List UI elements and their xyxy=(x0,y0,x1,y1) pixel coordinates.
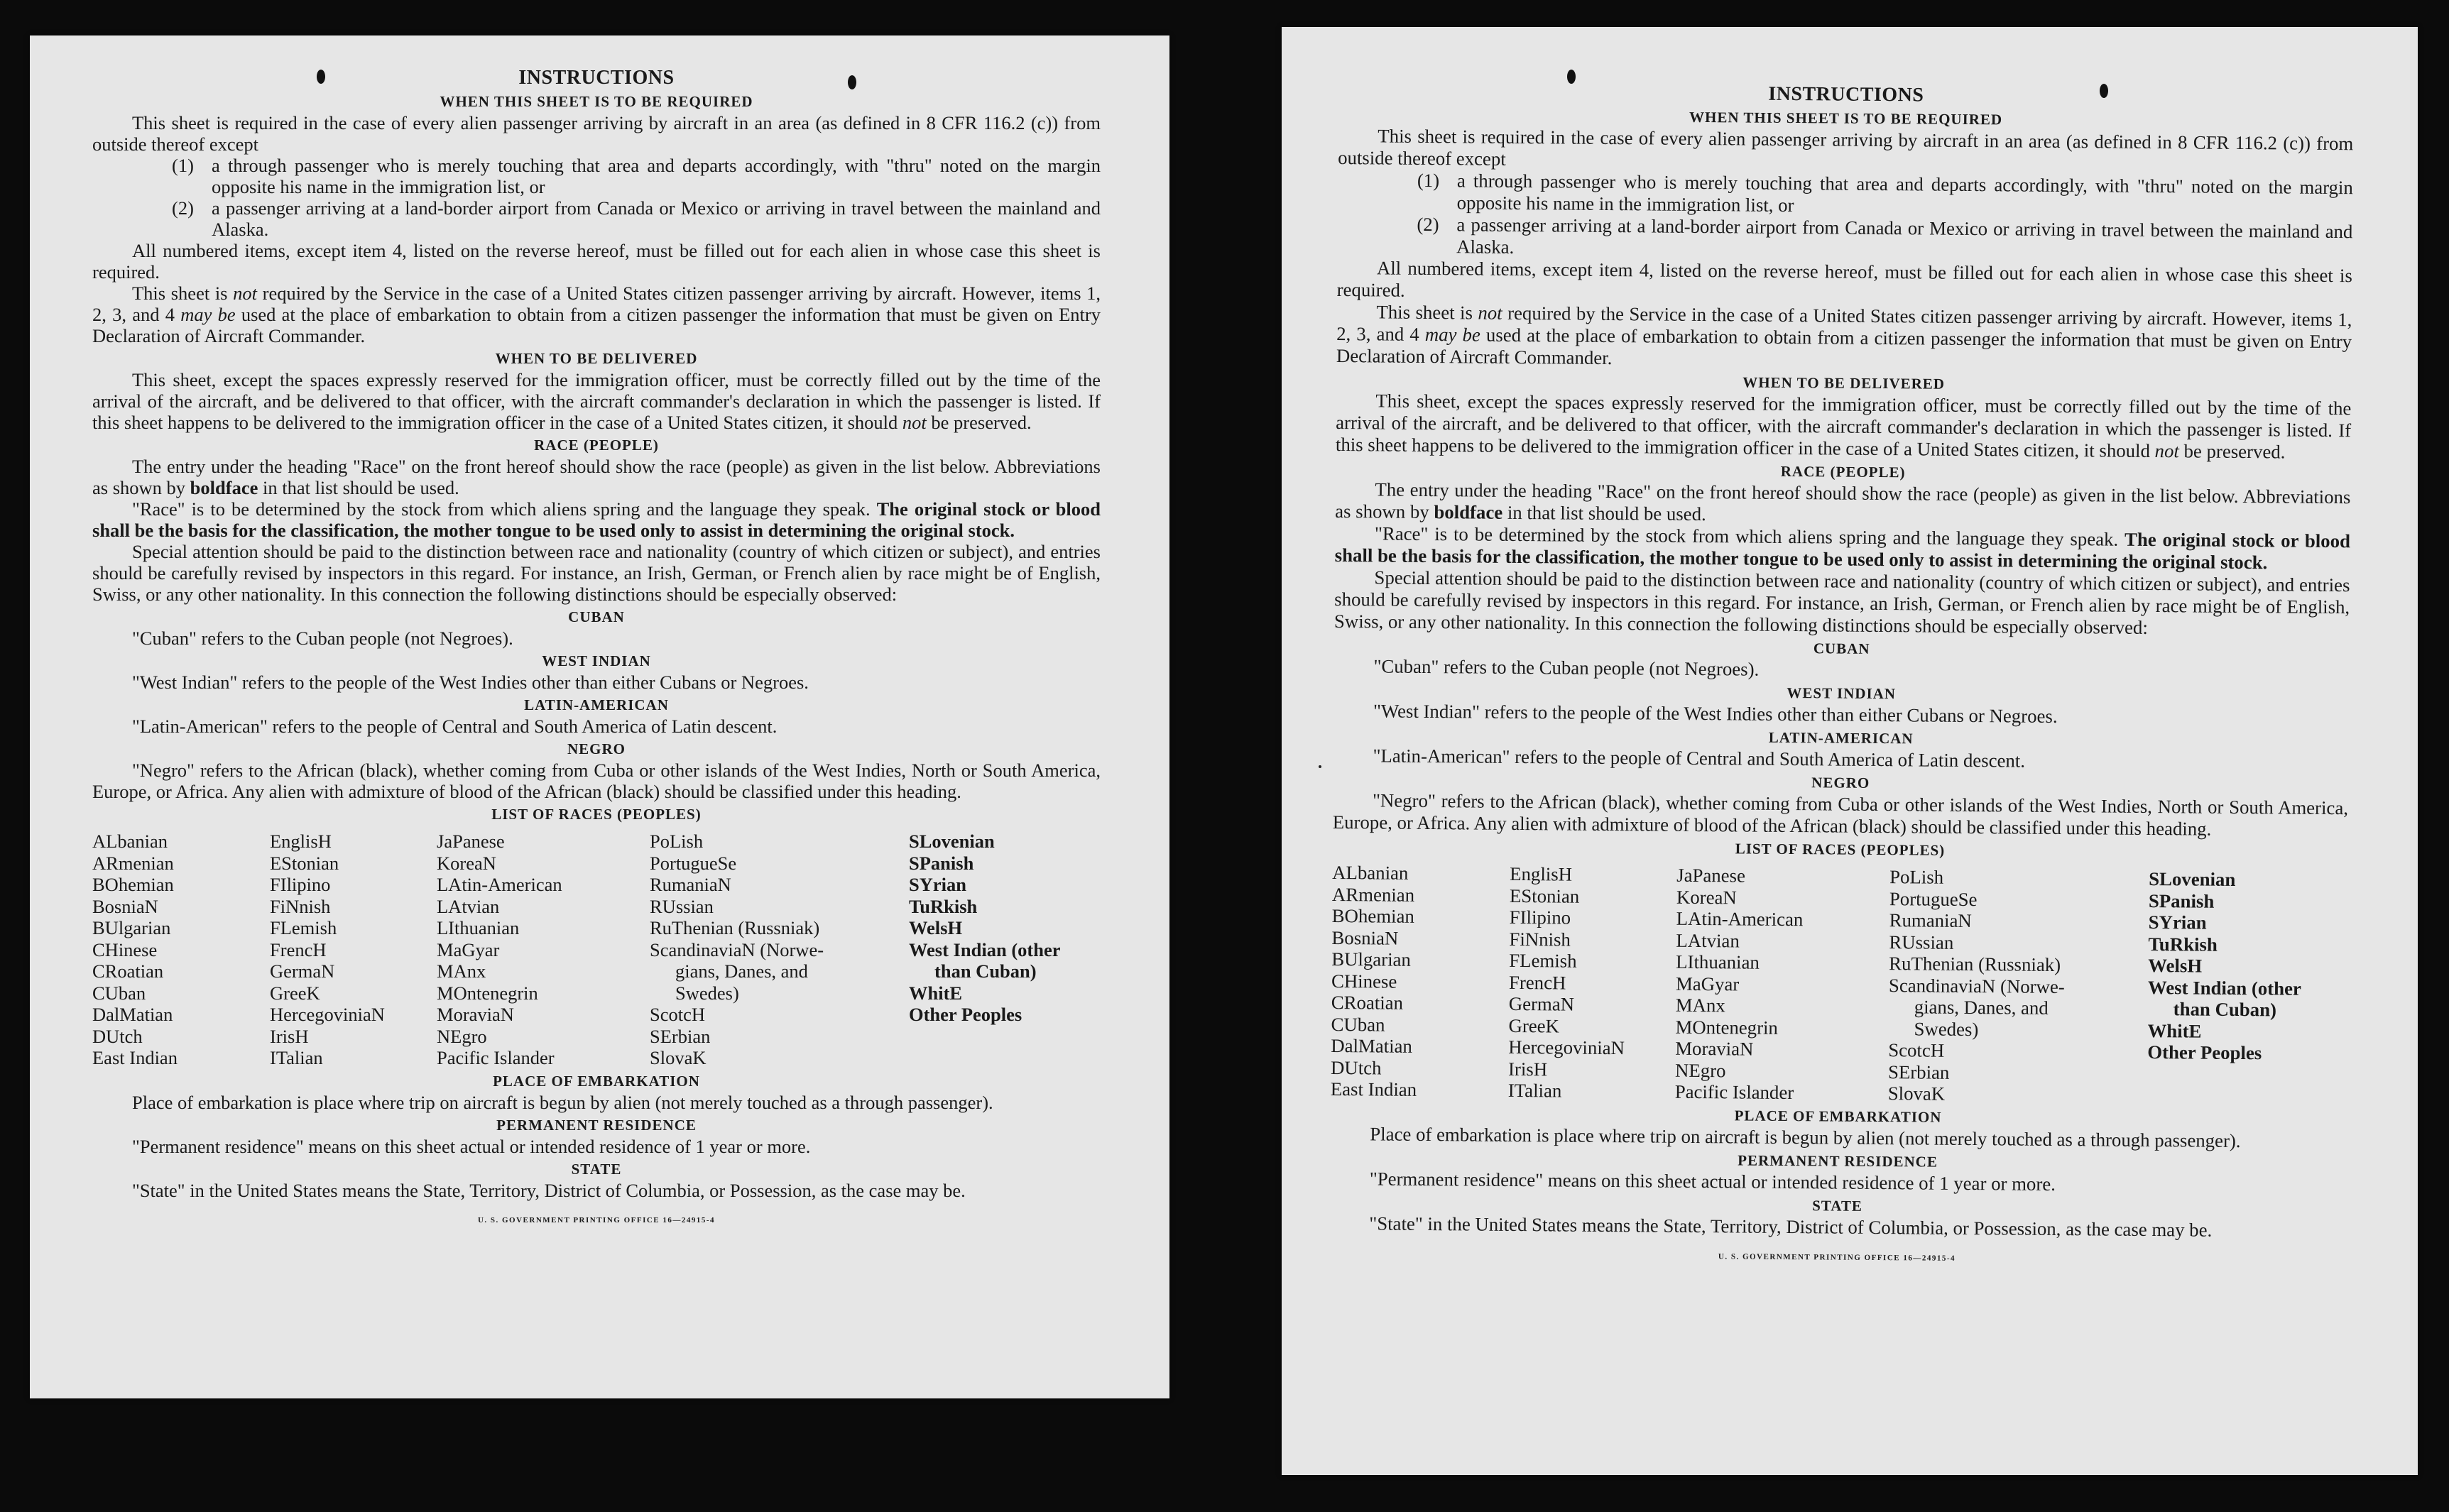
race-entry: EStonian xyxy=(270,852,339,874)
races-column xyxy=(1888,866,2149,1106)
race-entry: FLemish xyxy=(1509,949,1577,972)
race-entry: Other Peoples xyxy=(2147,1041,2262,1064)
race-entry: HercegoviniaN xyxy=(270,1004,385,1025)
race-entry: GreeK xyxy=(270,982,320,1004)
race-entry: ScotcH xyxy=(650,1004,706,1025)
instructions-text xyxy=(92,67,1101,1231)
race-entry: CUban xyxy=(1331,1013,1385,1036)
race-entry: LAtin-American xyxy=(1676,907,1804,931)
race-entry: ARmenian xyxy=(1331,883,1415,906)
paragraph-cuban: "Cuban" refers to the Cuban people (not Negroes). xyxy=(132,628,513,649)
heading-latin-american: LATIN-AMERICAN xyxy=(524,696,669,713)
race-entry: WelsH xyxy=(909,917,963,938)
heading-negro: NEGRO xyxy=(567,740,626,757)
heading-west-indian: WEST INDIAN xyxy=(542,652,651,669)
heading-permanent-residence: PERMANENT RESIDENCE xyxy=(496,1116,697,1134)
races-column xyxy=(1675,865,1890,1105)
race-entry: ScandinaviaN (Norwe- xyxy=(1888,974,2065,997)
race-entry: BOhemian xyxy=(92,874,174,895)
race-entry: RumaniaN xyxy=(1889,909,1972,932)
race-entry: FIlipino xyxy=(1509,906,1571,928)
item-number: (2) xyxy=(1417,213,1439,236)
race-entry: SLovenian xyxy=(909,831,995,852)
heading-place-of-embarkation: PLACE OF EMBARKATION xyxy=(1734,1106,1942,1126)
heading-cuban: CUBAN xyxy=(1813,640,1870,657)
heading-west-indian: WEST INDIAN xyxy=(1787,684,1897,703)
race-entry: SYrian xyxy=(909,874,966,895)
paragraph-west-indian: "West Indian" refers to the people of the West Indies other than either Cubans or Negroes. xyxy=(1373,700,2058,727)
race-entry: Pacific Islander xyxy=(1674,1080,1794,1104)
race-entry: LAtvian xyxy=(1676,929,1740,951)
item-text: a passenger arriving at a land-border airport from Canada or Mexico or arriving in travel between the mainland and Alaska. xyxy=(212,197,1101,240)
races-column xyxy=(270,831,437,1069)
race-entry: FiNnish xyxy=(270,895,331,917)
race-entry: RuThenian (Russniak) xyxy=(1889,953,2061,976)
race-entry: SlovaK xyxy=(650,1047,707,1068)
race-entry: ScandinaviaN (Norwe- xyxy=(650,938,824,960)
race-entry: HercegoviniaN xyxy=(1508,1036,1625,1059)
page-title: INSTRUCTIONS xyxy=(1768,82,1924,106)
item-text: a passenger arriving at a land-border airport from Canada or Mexico or arriving in travel between the mainland and Alaska. xyxy=(1456,214,2353,258)
left-document-page xyxy=(30,35,1169,1398)
race-entry: BosniaN xyxy=(1331,926,1399,949)
race-entry: IrisH xyxy=(270,1025,309,1047)
heading-when-required: WHEN THIS SHEET IS TO BE REQUIRED xyxy=(440,93,753,110)
paragraph-negro: "Negro" refers to the African (black), whether coming from Cuba or other islands of the West Indies, North or South America, Europe, or Africa. Any alien with admixture of blood of the African (black) should be classified under this heading. xyxy=(1332,789,2349,840)
race-entry: JaPanese xyxy=(437,831,505,852)
race-entry: PoLish xyxy=(650,831,704,852)
paragraph-not-required: This sheet is not required by the Service in the case of a United States citizen passenger arriving by aircraft. However, items 1, 2, 3, and 4 may be used at the place of embarkation to obtain from a citizen passenger the information that must be given on Entry Declaration of Aircraft Commander. xyxy=(1336,301,2352,369)
heading-permanent-residence: PERMANENT RESIDENCE xyxy=(1738,1151,1938,1171)
race-entry: ARmenian xyxy=(92,852,174,874)
paragraph-race-3: Special attention should be paid to the distinction between race and nationality (country of which citizen or subject), and entries should be carefully revised by inspectors in this regard. For instance, an Irish, German, or French alien by race might be of English, Swiss, or any other nationality. In this connection the following distinctions should be especially observed: xyxy=(1333,566,2350,638)
paragraph-latin-american: "Latin-American" refers to the people of Central and South America of Latin descent. xyxy=(132,716,778,737)
printing-office-footer: U. S. GOVERNMENT PRINTING OFFICE 16—24915-4 xyxy=(1718,1251,1956,1263)
paragraph-latin-american: "Latin-American" refers to the people of Central and South America of Latin descent. xyxy=(1373,745,2026,772)
race-entry: TuRkish xyxy=(2148,933,2218,955)
paragraph-cuban: "Cuban" refers to the Cuban people (not Negroes). xyxy=(1373,655,1760,680)
race-entry: WhitE xyxy=(909,982,963,1004)
races-column xyxy=(650,831,909,1069)
race-entry: IrisH xyxy=(1507,1058,1548,1080)
race-entry: gians, Danes, and xyxy=(675,960,808,982)
race-entry: ScotcH xyxy=(1888,1039,1945,1061)
page-title: INSTRUCTIONS xyxy=(518,67,675,89)
race-entry: CHinese xyxy=(92,938,158,960)
race-entry: LAtvian xyxy=(437,895,500,917)
race-entry: MoraviaN xyxy=(1675,1037,1754,1060)
race-entry: MOntenegrin xyxy=(1675,1016,1779,1039)
race-entry: RuThenian (Russniak) xyxy=(650,917,820,938)
race-entry: SLovenian xyxy=(2149,867,2236,890)
race-entry: ITalian xyxy=(1507,1079,1562,1102)
heading-negro: NEGRO xyxy=(1811,774,1870,791)
exception-item-1 xyxy=(92,155,1101,197)
race-entry: RUssian xyxy=(1889,931,1954,953)
race-entry: TuRkish xyxy=(909,895,978,917)
heading-state: STATE xyxy=(1812,1196,1863,1215)
race-entry: GreeK xyxy=(1508,1014,1560,1036)
race-entry: NEgro xyxy=(1674,1059,1726,1081)
paragraph-embarkation: Place of embarkation is place where trip on aircraft is begun by alien (not merely touched as a through passenger). xyxy=(132,1091,993,1113)
speck-mark xyxy=(1319,765,1321,768)
race-entry: RUssian xyxy=(650,895,714,917)
race-entry: MoraviaN xyxy=(437,1004,514,1025)
race-entry: ITalian xyxy=(270,1047,323,1068)
race-entry: MOntenegrin xyxy=(437,982,538,1004)
right-document-page xyxy=(1282,27,2418,1475)
race-entry: GermaN xyxy=(270,960,335,982)
race-entry: BUlgarian xyxy=(92,917,171,938)
race-entry: SlovaK xyxy=(1887,1083,1946,1105)
instructions-text xyxy=(1329,80,2354,1273)
race-entry: PortugueSe xyxy=(650,852,737,874)
races-column xyxy=(437,831,650,1069)
races-column xyxy=(2147,868,2334,1108)
race-entry: SPanish xyxy=(2148,889,2215,912)
race-entry: CHinese xyxy=(1331,970,1397,992)
race-entry: KoreaN xyxy=(1676,886,1737,908)
exception-item-1 xyxy=(1338,169,2353,221)
race-entry: Pacific Islander xyxy=(437,1047,555,1068)
paragraph-state: "State" in the United States means the State, Territory, District of Columbia, or Possession, as the case may be. xyxy=(1369,1212,2213,1241)
race-entry: MaGyar xyxy=(1675,973,1740,995)
race-entry: DUtch xyxy=(1330,1056,1382,1079)
race-entry: West Indian (other xyxy=(2147,976,2301,999)
paragraph-race-3: Special attention should be paid to the distinction between race and nationality (country of which citizen or subject), and entries should be carefully revised by inspectors in this regard. For instance, an Irish, German, or French alien by race might be of English, Swiss, or any other nationality. In this connection the following distinctions should be especially observed: xyxy=(92,541,1101,605)
race-entry: DalMatian xyxy=(1331,1034,1413,1057)
race-entry: FIlipino xyxy=(270,874,331,895)
race-entry: RumaniaN xyxy=(650,874,731,895)
paragraph-race-1: The entry under the heading "Race" on the front hereof should show the race (people) as given in the list below. Abbreviations as shown by boldface in that list should be used. xyxy=(1335,478,2351,525)
race-entry: gians, Danes, and xyxy=(1914,996,2049,1019)
race-entry: Other Peoples xyxy=(909,1004,1022,1025)
paragraph-required: This sheet is required in the case of every alien passenger arriving by aircraft in an area (as defined in 8 CFR 116.2 (c)) from outside thereof except xyxy=(92,112,1101,155)
item-text: a through passenger who is merely touching that area and departs accordingly, with "thru" noted on the margin opposite his name in the immigration list, or xyxy=(1456,170,2353,217)
race-entry: than Cuban) xyxy=(934,960,1037,982)
race-entry: SErbian xyxy=(650,1025,711,1047)
heading-when-delivered: WHEN TO BE DELIVERED xyxy=(1742,373,1946,393)
race-entry: DalMatian xyxy=(92,1004,173,1025)
race-entry: BosniaN xyxy=(92,895,158,917)
heading-list-of-races: LIST OF RACES (PEOPLES) xyxy=(1735,840,1946,859)
race-entry: SErbian xyxy=(1887,1061,1950,1083)
paragraph-delivered: This sheet, except the spaces expressly reserved for the immigration officer, must be correctly filled out by the time of the arrival of the aircraft, and be delivered to that officer, with the aircraft commander's declaration in which the passenger is listed. If this sheet happens to be delivered to the immigration officer in the case of a United States citizen, it should not be preserved. xyxy=(1335,390,2352,463)
races-column xyxy=(1331,862,1510,1101)
race-entry: FiNnish xyxy=(1509,928,1571,951)
paragraph-negro: "Negro" refers to the African (black), whether coming from Cuba or other islands of the West Indies, North or South America, Europe, or Africa. Any alien with admixture of blood of the African (black) should be classified under this heading. xyxy=(92,760,1101,802)
races-list xyxy=(1331,862,2348,1108)
race-entry: West Indian (other xyxy=(909,938,1061,960)
race-entry: DUtch xyxy=(92,1025,143,1047)
race-entry: EStonian xyxy=(1509,884,1580,907)
race-entry: KoreaN xyxy=(437,852,496,874)
race-entry: FrencH xyxy=(270,938,327,960)
race-entry: CRoatian xyxy=(1331,991,1404,1014)
heading-list-of-races: LIST OF RACES (PEOPLES) xyxy=(491,806,702,823)
heading-place-of-embarkation: PLACE OF EMBARKATION xyxy=(493,1072,700,1090)
item-number: (1) xyxy=(172,155,194,176)
exception-item-2 xyxy=(92,197,1101,240)
race-entry: BUlgarian xyxy=(1331,948,1412,970)
race-entry: East Indian xyxy=(1330,1078,1417,1100)
race-entry: GermaN xyxy=(1508,992,1575,1015)
race-entry: PoLish xyxy=(1889,866,1944,888)
paragraph-west-indian: "West Indian" refers to the people of the West Indies other than either Cubans or Negroes. xyxy=(132,672,809,693)
race-entry: LIthuanian xyxy=(437,917,520,938)
paragraph-residence: "Permanent residence" means on this sheet actual or intended residence of 1 year or more. xyxy=(132,1135,811,1157)
race-entry: Swedes) xyxy=(1914,1017,1979,1040)
race-entry: CRoatian xyxy=(92,960,164,982)
paragraph-embarkation: Place of embarkation is place where trip on aircraft is begun by alien (not merely touched as a through passenger). xyxy=(1370,1122,2241,1151)
race-entry: FrencH xyxy=(1508,971,1566,994)
item-number: (1) xyxy=(1417,169,1440,192)
heading-when-delivered: WHEN TO BE DELIVERED xyxy=(495,350,698,367)
heading-when-required: WHEN THIS SHEET IS TO BE REQUIRED xyxy=(1689,108,2003,128)
heading-race: RACE (PEOPLE) xyxy=(1780,462,1906,481)
race-entry: East Indian xyxy=(92,1047,178,1068)
heading-latin-american: LATIN-AMERICAN xyxy=(1768,728,1914,747)
paragraph-state: "State" in the United States means the State, Territory, District of Columbia, or Possession, as the case may be. xyxy=(132,1179,966,1201)
race-entry: than Cuban) xyxy=(2173,998,2277,1021)
race-entry: Swedes) xyxy=(675,982,739,1004)
race-entry: LIthuanian xyxy=(1676,951,1760,973)
race-entry: WelsH xyxy=(2148,954,2203,977)
paragraph-numbered-items: All numbered items, except item 4, listed on the reverse hereof, must be filled out for each alien in whose case this sheet is required. xyxy=(1336,257,2352,301)
races-column xyxy=(92,831,270,1069)
paragraph-numbered-items: All numbered items, except item 4, listed on the reverse hereof, must be filled out for each alien in whose case this sheet is required. xyxy=(92,240,1101,283)
race-entry: CUban xyxy=(92,982,146,1004)
race-entry: ALbanian xyxy=(92,831,168,852)
races-list xyxy=(92,831,1101,1069)
paragraph-not-required: This sheet is not required by the Service in the case of a United States citizen passenger arriving by aircraft. However, items 1, 2, 3, and 4 may be used at the place of embarkation to obtain from a citizen passenger the information that must be given on Entry Declaration of Aircraft Commander. xyxy=(92,283,1101,346)
exception-item-2 xyxy=(1337,213,2352,265)
race-entry: LAtin-American xyxy=(437,874,562,895)
race-entry: JaPanese xyxy=(1676,864,1746,887)
paragraph-required: This sheet is required in the case of every alien passenger arriving by aircraft in an area (as defined in 8 CFR 116.2 (c)) from outside thereof except xyxy=(1338,125,2354,170)
race-entry: MAnx xyxy=(437,960,486,982)
race-entry: PortugueSe xyxy=(1889,887,1978,910)
race-entry: WhitE xyxy=(2147,1019,2202,1042)
paragraph-delivered: This sheet, except the spaces expressly reserved for the immigration officer, must be correctly filled out by the time of the arrival of the aircraft, and be delivered to that officer, with the aircraft commander's declaration in which the passenger is listed. If this sheet happens to be delivered to the immigration officer in the case of a United States citizen, it should not be preserved. xyxy=(92,369,1101,433)
heading-cuban: CUBAN xyxy=(568,608,625,625)
race-entry: EnglisH xyxy=(1510,862,1573,885)
item-text: a through passenger who is merely touching that area and departs accordingly, with "thru" noted on the margin opposite his name in the immigration list, or xyxy=(212,155,1101,197)
race-entry: EnglisH xyxy=(270,831,332,852)
races-column xyxy=(1508,863,1677,1102)
race-entry: ALbanian xyxy=(1332,861,1409,884)
paragraph-race-2: "Race" is to be determined by the stock from which aliens spring and the language they speak. The original stock or blood shall be the basis for the classification, the mother tongue to be used only to assist in determining the original stock. xyxy=(1334,522,2351,574)
races-column xyxy=(909,831,1093,1069)
race-entry: MAnx xyxy=(1675,994,1725,1017)
printing-office-footer: U. S. GOVERNMENT PRINTING OFFICE 16—24915-4 xyxy=(477,1215,716,1225)
race-entry: SYrian xyxy=(2148,911,2207,933)
item-number: (2) xyxy=(172,197,194,219)
race-entry: NEgro xyxy=(437,1025,487,1047)
paragraph-race-2: "Race" is to be determined by the stock from which aliens spring and the language they speak. The original stock or blood shall be the basis for the classification, the mother tongue to be used only to assist in determining the original stock. xyxy=(92,498,1101,541)
heading-race: RACE (PEOPLE) xyxy=(534,437,659,454)
race-entry: FLemish xyxy=(270,917,337,938)
race-entry: MaGyar xyxy=(437,938,500,960)
paragraph-residence: "Permanent residence" means on this sheet actual or intended residence of 1 year or more. xyxy=(1369,1167,2056,1195)
race-entry: BOhemian xyxy=(1331,904,1414,927)
race-entry: SPanish xyxy=(909,852,974,874)
heading-state: STATE xyxy=(571,1160,622,1178)
paragraph-race-1: The entry under the heading "Race" on the front hereof should show the race (people) as given in the list below. Abbreviations as shown by boldface in that list should be used. xyxy=(92,456,1101,498)
